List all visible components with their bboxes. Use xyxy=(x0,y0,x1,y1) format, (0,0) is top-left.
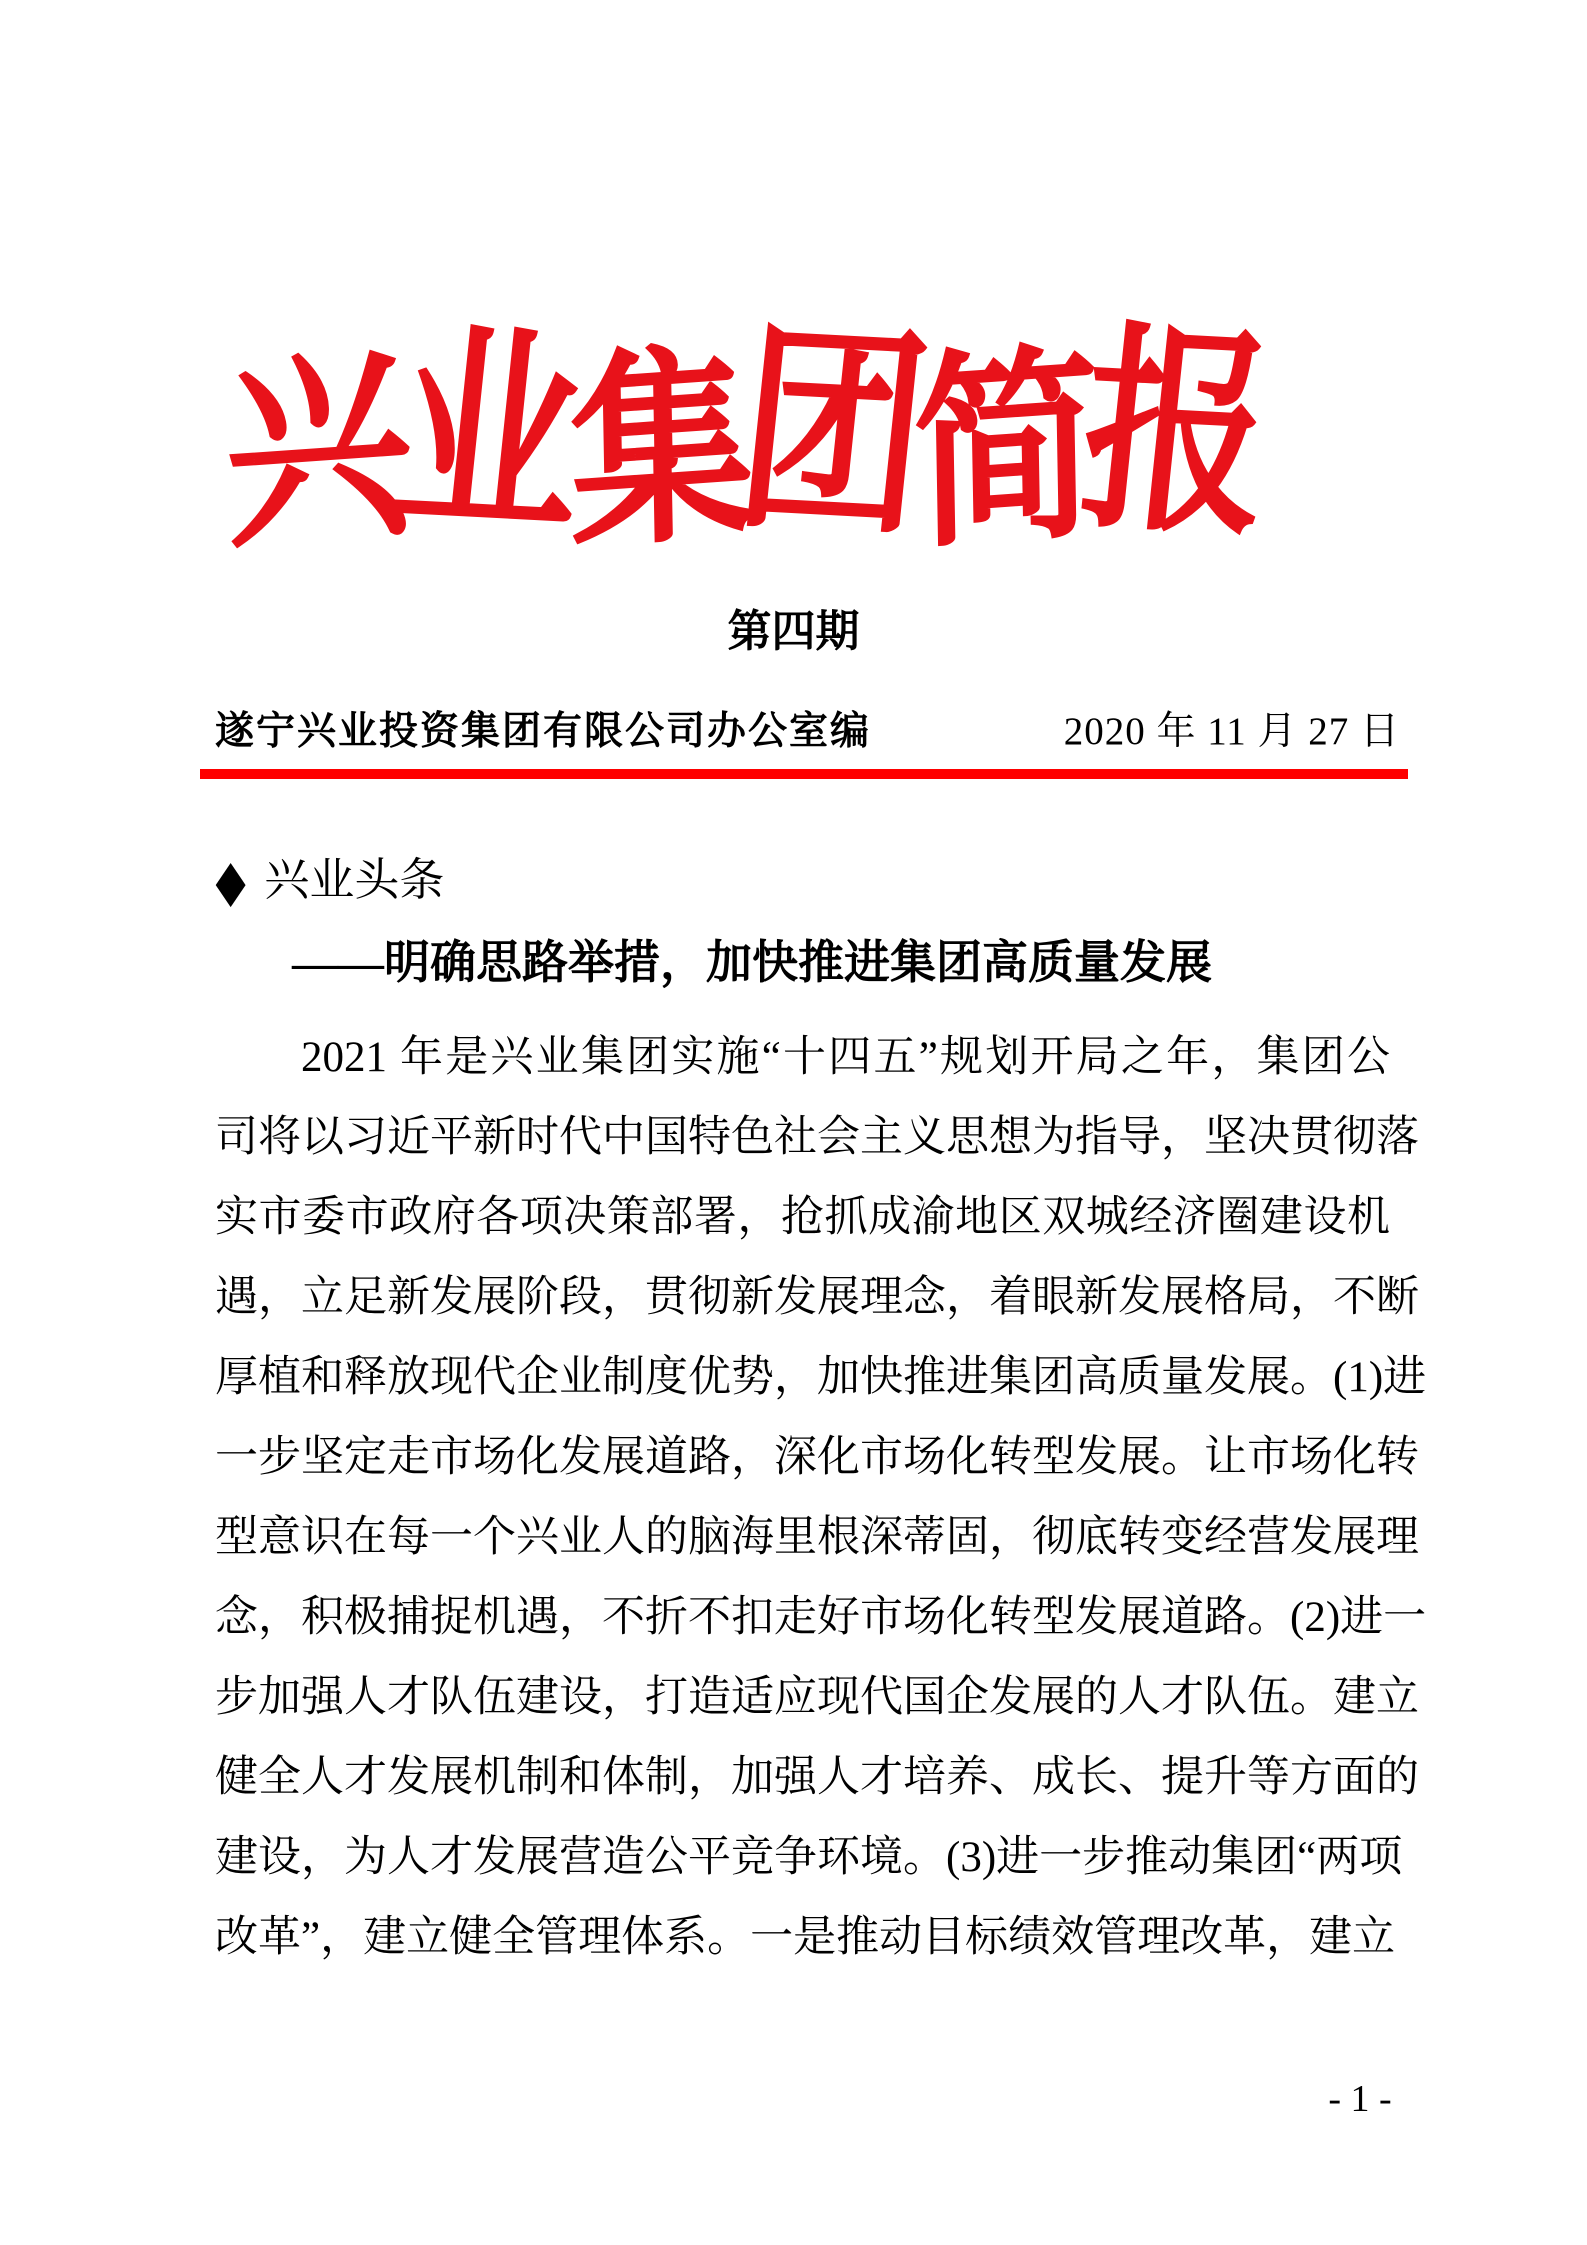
issue-label: 第四期 xyxy=(727,607,860,656)
section-header-label: 兴业头条 xyxy=(264,854,445,905)
page-number: - 1 - xyxy=(1328,2078,1392,2120)
body-line: 步加强人才队伍建设，打造适应现代国企发展的人才队伍。建立 xyxy=(215,1674,1419,1721)
body-line: 型意识在每一个兴业人的脑海里根深蒂固，彻底转变经营发展理 xyxy=(215,1514,1419,1561)
body-line: 改革”，建立健全管理体系。一是推动目标绩效管理改革，建立 xyxy=(215,1914,1396,1961)
section-header xyxy=(213,847,445,913)
article-headline: ——明确思路举措，加快推进集团高质量发展 xyxy=(292,937,1212,988)
body-line: 厚植和释放现代企业制度优势，加快推进集团高质量发展。(1)进 xyxy=(215,1354,1427,1401)
body-line: 实市委市政府各项决策部署，抢抓成渝地区双城经济圈建设机 xyxy=(215,1194,1390,1241)
body-line: 遇，立足新发展阶段，贯彻新发展理念，着眼新发展格局，不断 xyxy=(215,1274,1419,1321)
issue-date: 2020 年 11 月 27 日 xyxy=(1063,710,1400,753)
body-line: 念，积极捕捉机遇，不折不扣走好市场化转型发展道路。(2)进一 xyxy=(215,1594,1427,1641)
diamond-bullet-icon: ◆ xyxy=(215,847,246,913)
article-body xyxy=(215,1018,1427,1978)
body-line: 健全人才发展机制和体制，加强人才培养、成长、提升等方面的 xyxy=(215,1754,1419,1801)
body-line: 建设，为人才发展营造公平竞争环境。(3)进一步推动集团“两项 xyxy=(215,1834,1403,1881)
editor-row xyxy=(215,700,1400,756)
masthead-title: 兴 业 集 团 简 报 xyxy=(223,300,1270,577)
editor-name: 遂宁兴业投资集团有限公司办公室编 xyxy=(215,710,872,753)
body-line: 一步坚定走市场化发展道路，深化市场化转型发展。让市场化转 xyxy=(215,1434,1419,1481)
body-line: 司将以习近平新时代中国特色社会主义思想为指导，坚决贯彻落 xyxy=(215,1114,1419,1161)
red-divider-rule xyxy=(200,769,1408,779)
body-line: 2021 年是兴业集团实施“十四五”规划开局之年，集团公 xyxy=(301,1034,1390,1081)
